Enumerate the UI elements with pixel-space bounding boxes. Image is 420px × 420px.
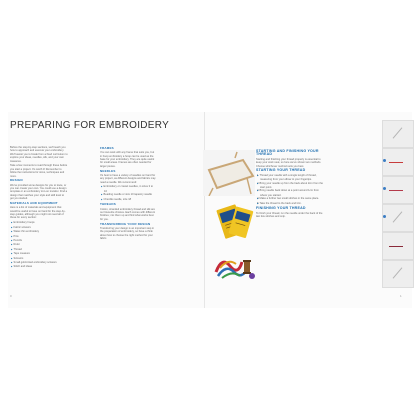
starting-steps [256,174,326,206]
threads-photo [212,246,256,282]
needles-heading: NEEDLES [100,168,116,173]
materials-item: ▶ Tape measure [14,252,68,256]
step-photo-3 [382,176,414,204]
needles-item: ▶ Embroidery or crewel needles, in sizes 3 to 10 [104,185,156,193]
materials-item: ▶ Pins [14,235,68,239]
materials-item: ▶ Stitch and ideas [14,265,68,269]
step-photo-5 [382,232,414,260]
step-marker-icon [383,215,386,218]
page-title: PREPARING FOR EMBROIDERY [10,120,170,131]
step-marker-icon [383,159,386,162]
frames-text: You can work with any frame that suits you, but in hoop embroidery a hoop can be used as the base for your embroidery. They are quite useful for small areas. Frames are often needed for larger pieces. [100,151,155,168]
transfer-text: Transferring your design is an important step in the preparation of embroidery, so have a think about how to choose the right method for your fabric. [100,226,155,241]
intro-paragraph: Before the step-by-step sections, we'll teach you how to approach and execute your embroidery. We'll assist you to break from a fixed curriculum to explore your ideas, needles, silk, and your own treasures. [10,146,68,163]
book-gutter [204,112,205,308]
materials-item: ▶ Fabric scissors [14,226,68,230]
thread-icon [389,190,403,191]
transfer-heading: TRANSFERRING YOUR DESIGN [100,221,151,226]
materials-text: Here is a list of materials and equipment that would be useful to have on hand for the step-by-step guides, although you might not need all of these for every section: [10,206,66,220]
starting-step: ▶ 4. Make a further two small stitches in the same place. [260,197,326,201]
starting-heading: STARTING YOUR THREAD [256,168,306,173]
thread-icon [389,246,403,247]
materials-list [10,221,68,269]
starting-step: ▶ 2. Bring your needle up from the back about 2cm from the start point. [260,182,326,190]
threads-text: Cotton, stranded embroidery thread and silk are our favourite choices. Each comes with different finishes; mix them up and find what works best for you. [100,207,156,221]
materials-item: ▶ Scissors [14,257,68,261]
intro-paragraph-2: Take a few moments to read through these before you start a project. It's worth it! Remember to follow the instructions for sizes, techniques and more. [10,164,68,178]
needles-text: It's best to have a variety of needles on hand for any project, as different designs and fabrics may need a needle. We recommend: [100,173,156,184]
materials-item: ▶ Small gold-tinted embroidery scissors [14,261,68,265]
materials-item: ▶ Thread [14,248,68,252]
needle-icon [393,211,403,222]
step-marker-icon [383,187,386,190]
step-photo-6 [382,260,414,288]
materials-item: ▶ Pencils [14,239,68,243]
frames-heading: FRAMES [100,146,114,150]
needle-icon [393,267,403,278]
design-text: We've provided some designs for you to trace, or you can create your own. You could use a design template or an embroidery iron-on transfer. Find a design that matches your style and skill level to get you started. [10,183,68,201]
starting-step: ▶ 3. Bring needle back down at a point around 1cm from where you started. [260,189,326,197]
book-spread [8,112,412,308]
hoop-frame-photo [203,150,255,196]
needles-item: ▶ Chenille needle, size 18 [104,198,156,202]
page-number-right: 1 [400,294,402,298]
column-thread [256,150,326,220]
materials-item: ▶ Embroidery hoops [14,221,68,225]
design-heading: DESIGN [10,178,23,183]
needle-packets-photo [214,198,254,242]
materials-item: ▶ Ruler [14,243,68,247]
start-finish-heading: STARTING AND FINISHING YOUR THREAD [256,149,319,157]
materials-heading: MATERIALS AND EQUIPMENT [10,201,58,206]
starting-step: ▶ 1. Thread your needle with a single length of thread, measuring from your elbow to your fingertips. [260,174,326,182]
needle-icon [393,127,403,138]
page-number-left: 0 [10,294,12,298]
needles-list [100,185,156,202]
column-tools [100,146,156,242]
column-intro [10,146,68,271]
step-photo-1 [382,120,414,148]
thread-icon [389,162,403,163]
step-photo-2 [382,148,414,176]
finishing-text: To finish your thread, run the needle under the back of the last few stitches and snip. [256,211,323,219]
starting-step: ▶ 5. Take the thread to the back and trim. [260,202,326,206]
needles-item: ▶ Beading needle or size 10 tapestry needle [104,193,156,197]
finishing-heading: FINISHING YOUR THREAD [256,206,306,211]
threads-heading: THREADS [100,202,116,207]
start-finish-text: Starting and finishing your thread properly is essential to keep your work neat, so here we've shown two methods. Choose whichever method suits you best. [256,157,322,168]
materials-item: ▶ Water-thin embroidery [14,230,68,234]
step-photo-4 [382,204,414,232]
